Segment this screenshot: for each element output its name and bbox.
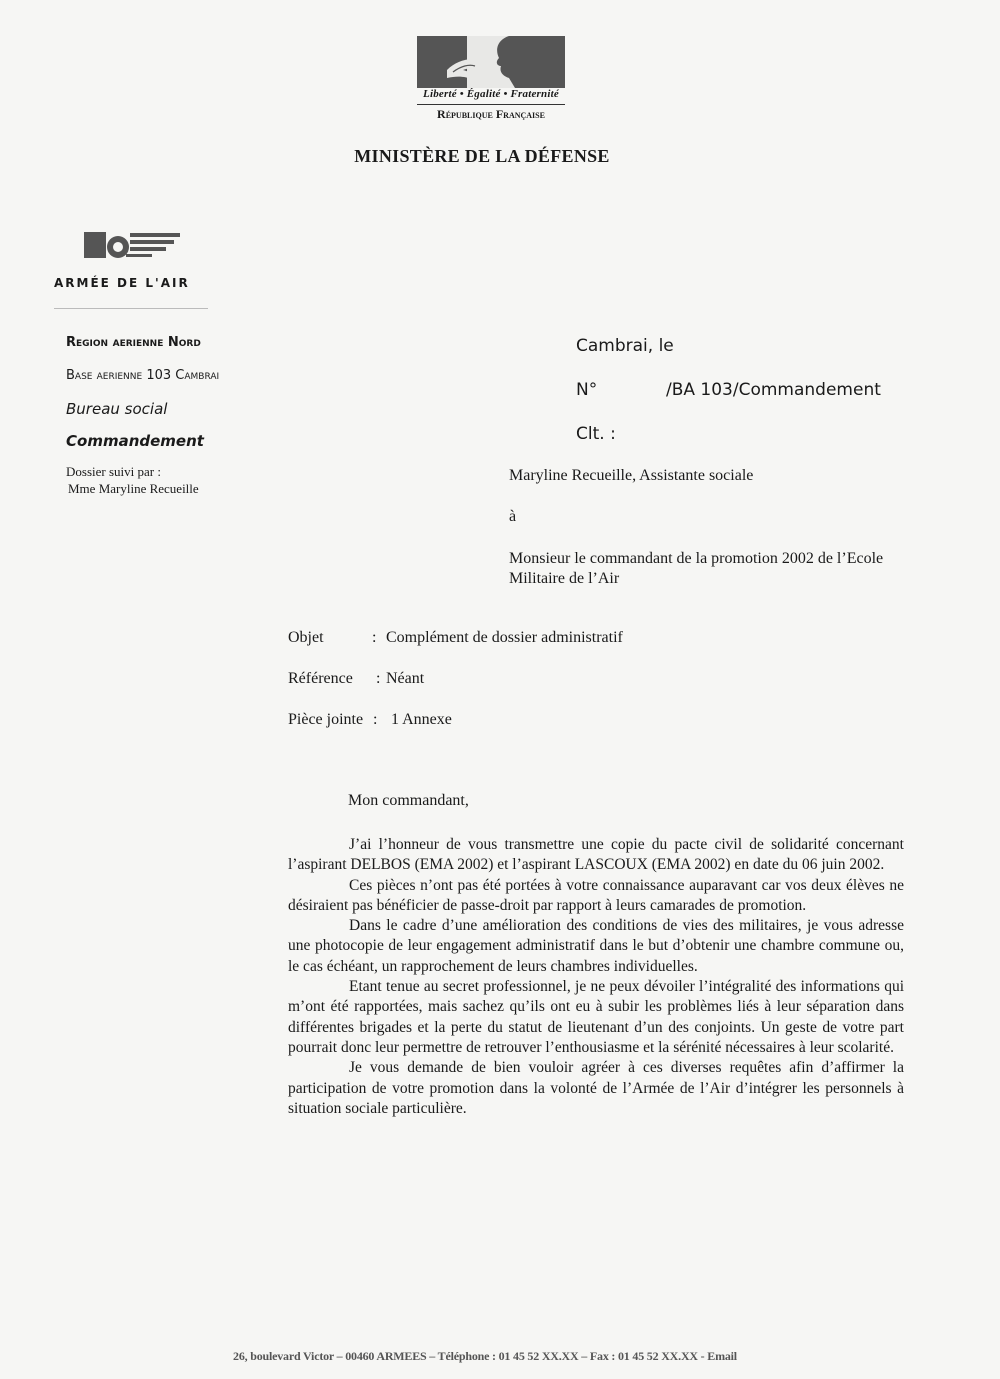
clt-label: Clt. :	[576, 424, 616, 444]
armee-divider	[54, 308, 208, 309]
bureau-label: Bureau social	[66, 400, 168, 418]
reference-value: Néant	[386, 670, 425, 687]
armee-label: ARMÉE DE L'AIR	[54, 276, 190, 290]
base-label: Base aerienne 103 Cambrai	[66, 368, 220, 383]
marianne-logo	[417, 36, 565, 88]
objet-value: Complément de dossier administratif	[386, 629, 623, 646]
body-paragraph: Je vous demande de bien vouloir agréer à ces diverses requêtes afin d’affirmer la participation de votre promotion dans la volonté de l’Armée de l’Air d’intégrer les personnels à situation sociale particulière.	[288, 1059, 904, 1117]
place-date: Cambrai, le	[576, 336, 674, 356]
reference-number-label: N°	[576, 380, 598, 400]
dossier-name: Mme Maryline Recueille	[68, 481, 199, 496]
body-paragraph: Etant tenue au secret professionnel, je ne peux dévoiler l’intégralité des informations qui m’ont été rapportées, mais sachez qu’ils ont eu à subir les problèmes liés à leur séparation dans différentes brigades et la perte du statut de lieutenant d’un des conjoints. Un geste de votre part pourrait donc leur permettre de retrouver l’enthousiasme et la sérénité nécessaires à leur scolarité.	[288, 978, 904, 1056]
attachment-value: 1 Annexe	[391, 711, 452, 728]
armee-de-l-air-logo	[82, 230, 182, 268]
recipient-line: Monsieur le commandant de la promotion 2002 de l’Ecole Militaire de l’Air	[509, 550, 884, 587]
dossier-label: Dossier suivi par :	[66, 464, 161, 479]
republic-motto: Liberté • Égalité • Fraternité	[423, 88, 559, 100]
reference-number-path: /BA 103/Commandement	[666, 380, 881, 400]
letter-body	[288, 835, 904, 1119]
objet-label: Objet	[288, 629, 324, 646]
salutation: Mon commandant,	[348, 792, 469, 809]
commandement-label: Commandement	[66, 432, 204, 450]
reference-colon: :	[376, 670, 381, 687]
objet-colon: :	[372, 629, 377, 646]
body-paragraph: J’ai l’honneur de vous transmettre une copie du pacte civil de solidarité concernant l’aspirant DELBOS (EMA 2002) et l’aspirant LASCOUX (EMA 2002) en date du 06 juin 2002.	[288, 836, 904, 874]
body-paragraph: Dans le cadre d’une amélioration des conditions de vies des militaires, je vous adresse une photocopie de leur engagement administratif dans le but d’obtenir une chambre commune ou, le cas échéant, un rapprochement de leurs chambres individuelles.	[288, 917, 904, 975]
reference-label: Référence	[288, 670, 353, 687]
footer-address: 26, boulevard Victor – 00460 ARMEES – Téléphone : 01 45 52 XX.XX – Fax : 01 45 52 XX.XX - Email	[233, 1349, 737, 1363]
ministry-title: MINISTÈRE DE LA DÉFENSE	[354, 146, 610, 166]
republic-name: République Française	[437, 107, 545, 121]
attachment-colon: :	[373, 711, 378, 728]
body-paragraph: Ces pièces n’ont pas été portées à votre connaissance auparavant car vos deux élèves ne désiraient pas bénéficier de passe-droit par rapport à leurs camarades de promotion.	[288, 876, 904, 914]
attachment-label: Pièce jointe	[288, 711, 364, 728]
to-word: à	[509, 508, 517, 525]
region-label: Region aerienne Nord	[66, 335, 201, 350]
sender-line: Maryline Recueille, Assistante sociale	[509, 467, 754, 484]
motto-divider	[417, 104, 565, 105]
